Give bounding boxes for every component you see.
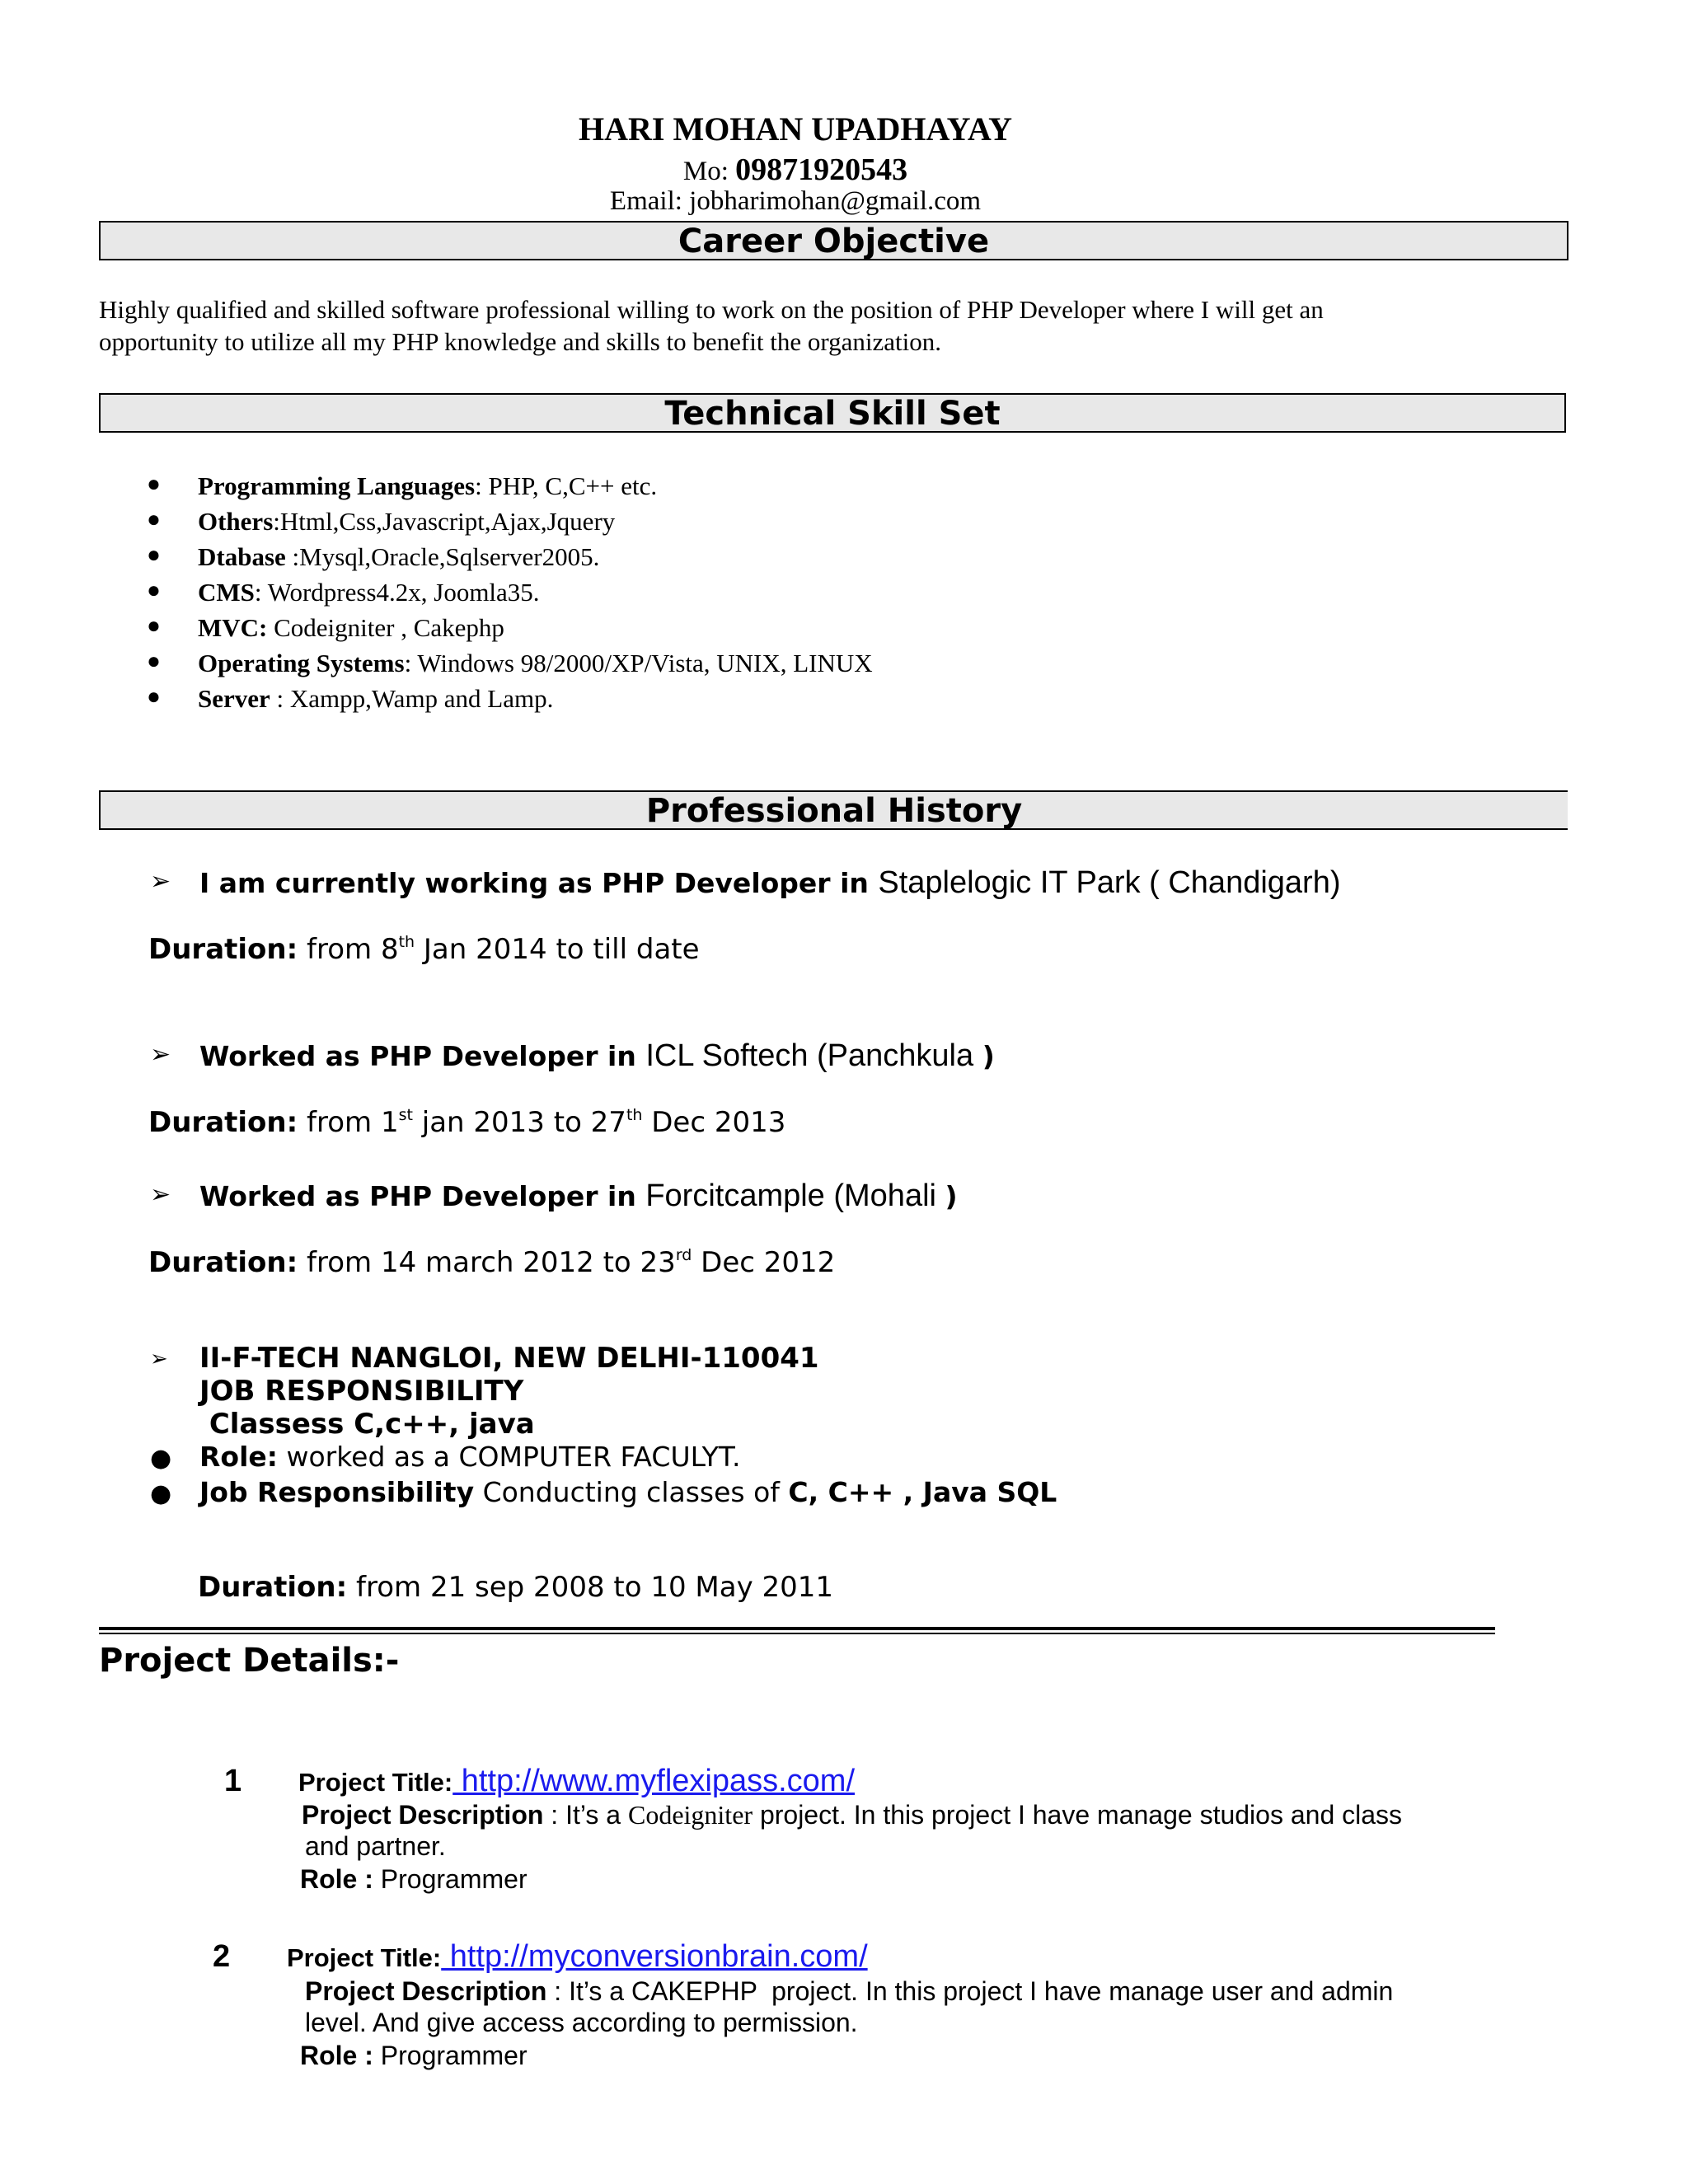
phone-number: 09871920543 [735,152,908,187]
role-label: Role : [300,1864,373,1894]
description-text: : It’s a CAKEPHP project. In this project I have manage user and admin [546,1976,1394,2006]
email-label: Email: [609,186,682,216]
arrow-bullet-icon: ➢ [150,867,171,896]
duration-text: from 8 [298,933,399,966]
email-line [0,186,1591,217]
job-3-heading [199,1179,958,1214]
duration-text: Dec 2013 [642,1106,786,1139]
project-1-number: 1 [224,1764,242,1798]
section-header-project-details: Project Details:- [99,1642,400,1680]
role-label: Role : [300,2041,373,2070]
job-1-heading [199,865,1341,901]
duration-label: Duration: [148,1246,298,1279]
skill-label: Programming Languages [198,471,476,500]
section-header-technical-skills: Technical Skill Set [99,393,1566,433]
objective-line-1: Highly qualified and skilled software professional willing to work on the position of PHP Developer where I will get an [99,295,1324,324]
job-4-company: II-F-TECH NANGLOI, NEW DELHI-110041 [199,1342,819,1375]
skill-value: : Xampp,Wamp and Lamp. [270,684,554,713]
bullet-icon: ● [147,684,161,710]
project-2-number: 2 [213,1939,231,1974]
phone-label: Mo: [682,157,729,186]
duration-text: from 1 [298,1106,399,1139]
project-1-description-line-2: and partner. [305,1831,446,1861]
duration-label: Duration: [198,1571,348,1604]
bullet-icon: ● [147,507,161,532]
candidate-name: HARI MOHAN UPADHAYAY [579,110,1012,148]
duration-text: from 14 march 2012 to 23 [298,1246,676,1279]
objective-line-2: opportunity to utilize all my PHP knowledge and skills to benefit the organization. [99,327,941,356]
email-address[interactable]: jobharimohan@gmail.com [689,186,982,216]
skill-label: Server [198,684,270,713]
project-2-title [287,1939,868,1975]
job-3-duration [148,1246,835,1279]
job-4-responsibility-heading: JOB RESPONSIBILITY [199,1375,524,1408]
section-divider [99,1627,1495,1634]
duration-sup: rd [675,1246,692,1264]
bullet-icon: ● [147,471,161,497]
section-header-professional-history: Professional History [99,790,1568,830]
role-value: Programmer [373,2041,528,2070]
job-3-company: Forcitcample (Mohali [645,1179,945,1213]
job-1-prefix: I am currently working as PHP Developer in [199,867,879,899]
section-header-career-objective: Career Objective [99,221,1568,260]
arrow-bullet-icon: ➢ [150,1347,168,1371]
bullet-icon: ● [147,578,161,603]
duration-sup: th [398,933,415,951]
job-3-prefix: Worked as PHP Developer in [199,1180,646,1212]
job-4-responsibility [199,1476,1057,1508]
project-2-role [300,2041,528,2071]
phone-line [0,152,1591,188]
duration-label: Duration: [148,933,298,966]
skill-label: Others [198,507,274,536]
project-title-label: Project Title: [287,1943,442,1972]
role-label: Role: [199,1441,278,1473]
job-4-duration [198,1571,833,1604]
job-3-suffix: ) [945,1180,958,1212]
project-description-label: Project Description [302,1800,544,1830]
job-4-classes: Classess C,c++, java [199,1408,535,1441]
duration-sup: th [626,1106,643,1124]
duration-sup: st [398,1106,413,1124]
project-1-description [302,1800,1402,1830]
job-2-company: ICL Softech (Panchkula [645,1038,982,1073]
arrow-bullet-icon: ➢ [150,1180,171,1209]
skill-label: Operating Systems [198,649,405,677]
duration-text: jan 2013 to 27 [412,1106,626,1139]
skill-value: Codeigniter , Cakephp [267,613,504,642]
job-2-suffix: ) [982,1040,995,1072]
skill-value: : Windows 98/2000/XP/Vista, UNIX, LINUX [404,649,873,677]
job-1-duration [148,933,700,966]
skill-value: :Mysql,Oracle,Sqlserver2005. [285,542,600,571]
bullet-icon: ● [150,1479,172,1508]
project-1-title [298,1764,855,1799]
skill-value: : PHP, C,C++ etc. [475,471,658,500]
skill-label: MVC: [198,613,268,642]
bullet-icon: ● [150,1444,172,1473]
project-2-link[interactable]: http://myconversionbrain.com/ [441,1939,868,1974]
skill-value: :Html,Css,Javascript,Ajax,Jquery [273,507,616,536]
description-text: : It’s a [543,1800,628,1830]
bullet-icon: ● [147,613,161,639]
role-value: worked as a COMPUTER FACULYT. [277,1441,741,1473]
description-text: Codeigniter [627,1800,753,1830]
project-2-description-line-2: level. And give access according to permission. [305,2008,858,2037]
bullet-icon: ● [147,649,161,674]
responsibility-label: Job Responsibility [199,1476,475,1508]
role-value: Programmer [373,1864,528,1894]
responsibility-subjects: C, C++ , Java SQL [788,1476,1057,1508]
job-2-prefix: Worked as PHP Developer in [199,1040,646,1072]
duration-text: Jan 2014 to till date [415,933,700,966]
skill-label: Dtabase [198,542,286,571]
responsibility-value: Conducting classes of [474,1476,789,1508]
bullet-icon: ● [147,542,161,568]
project-title-label: Project Title: [298,1768,453,1797]
project-1-link[interactable]: http://www.myflexipass.com/ [452,1764,856,1798]
project-2-description [305,1976,1393,2007]
job-2-heading [199,1038,995,1074]
job-4-role [199,1441,741,1473]
description-text: project. In this project I have manage studios and class [753,1800,1403,1830]
project-description-label: Project Description [305,1976,547,2006]
job-2-duration [148,1106,785,1139]
skill-label: CMS [198,578,255,607]
skill-value: : Wordpress4.2x, Joomla35. [254,578,540,607]
duration-label: Duration: [148,1106,298,1139]
duration-text: Dec 2012 [692,1246,836,1279]
job-1-company: Staplelogic IT Park ( Chandigarh) [878,865,1341,900]
arrow-bullet-icon: ➢ [150,1040,171,1069]
project-1-role [300,1864,528,1895]
duration-text: from 21 sep 2008 to 10 May 2011 [347,1571,834,1604]
